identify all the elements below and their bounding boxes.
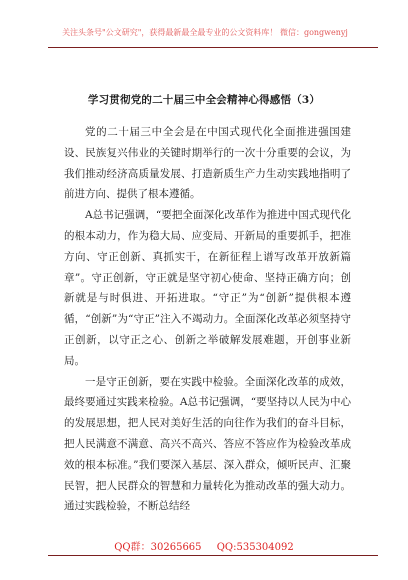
header-divider (48, 47, 378, 48)
paragraph: 一是守正创新，要在实践中检验。全面深化改革的成效，最终要通过实践来检验。A总书记强调，“要坚持以人民为中心的发展思想，把人民对美好生活的向往作为我们的奋斗目标，把人民满意不满意、高兴不高兴、答应不答应作为检验改革成效的根本标准。”我们要深入基层、深入群众，倾听民声、汇聚民智，把人民群众的智慧和力量转化为推动改革的强大动力。通过实践检验，不断总结经 (64, 375, 351, 513)
document-body (64, 122, 351, 517)
footer-contact (0, 538, 408, 553)
header-banner: 关注头条号"公文研究"，获得最新最全最专业的公文资料库！ 微信：gongwenyj (62, 28, 348, 37)
document-title: 学习贯彻党的二十届三中全会精神心得感悟（3） (87, 94, 321, 106)
qq-number: QQ:535304092 (216, 542, 294, 553)
footer-divider (48, 555, 378, 556)
qq-group-number: QQ群：30265665 (114, 542, 202, 553)
paragraph: A总书记强调，“要把全面深化改革作为推进中国式现代化的根本动力，作为稳大局、应变局、开新局的重要抓手，把准方向、守正创新、真抓实干，在新征程上谱写改革开放新篇章”。守正创新，守正就是坚守初心使命、坚持正确方向；创新就是与时俱进、开拓进取。“守正”为“创新”提供根本遵循，“创新”为“守正”注入不竭动力。全面深化改革必须坚持守正创新，以守正之心、创新之举破解发展难题，开创事业新局。 (64, 209, 351, 367)
paragraph: 党的二十届三中全会是在中国式现代化全面推进强国建设、民族复兴伟业的关键时期举行的一次十分重要的会议，为我们推动经济高质量发展、打造新质生产力生动实践地指明了前进方向、提供了根本遵循。 (64, 126, 351, 201)
